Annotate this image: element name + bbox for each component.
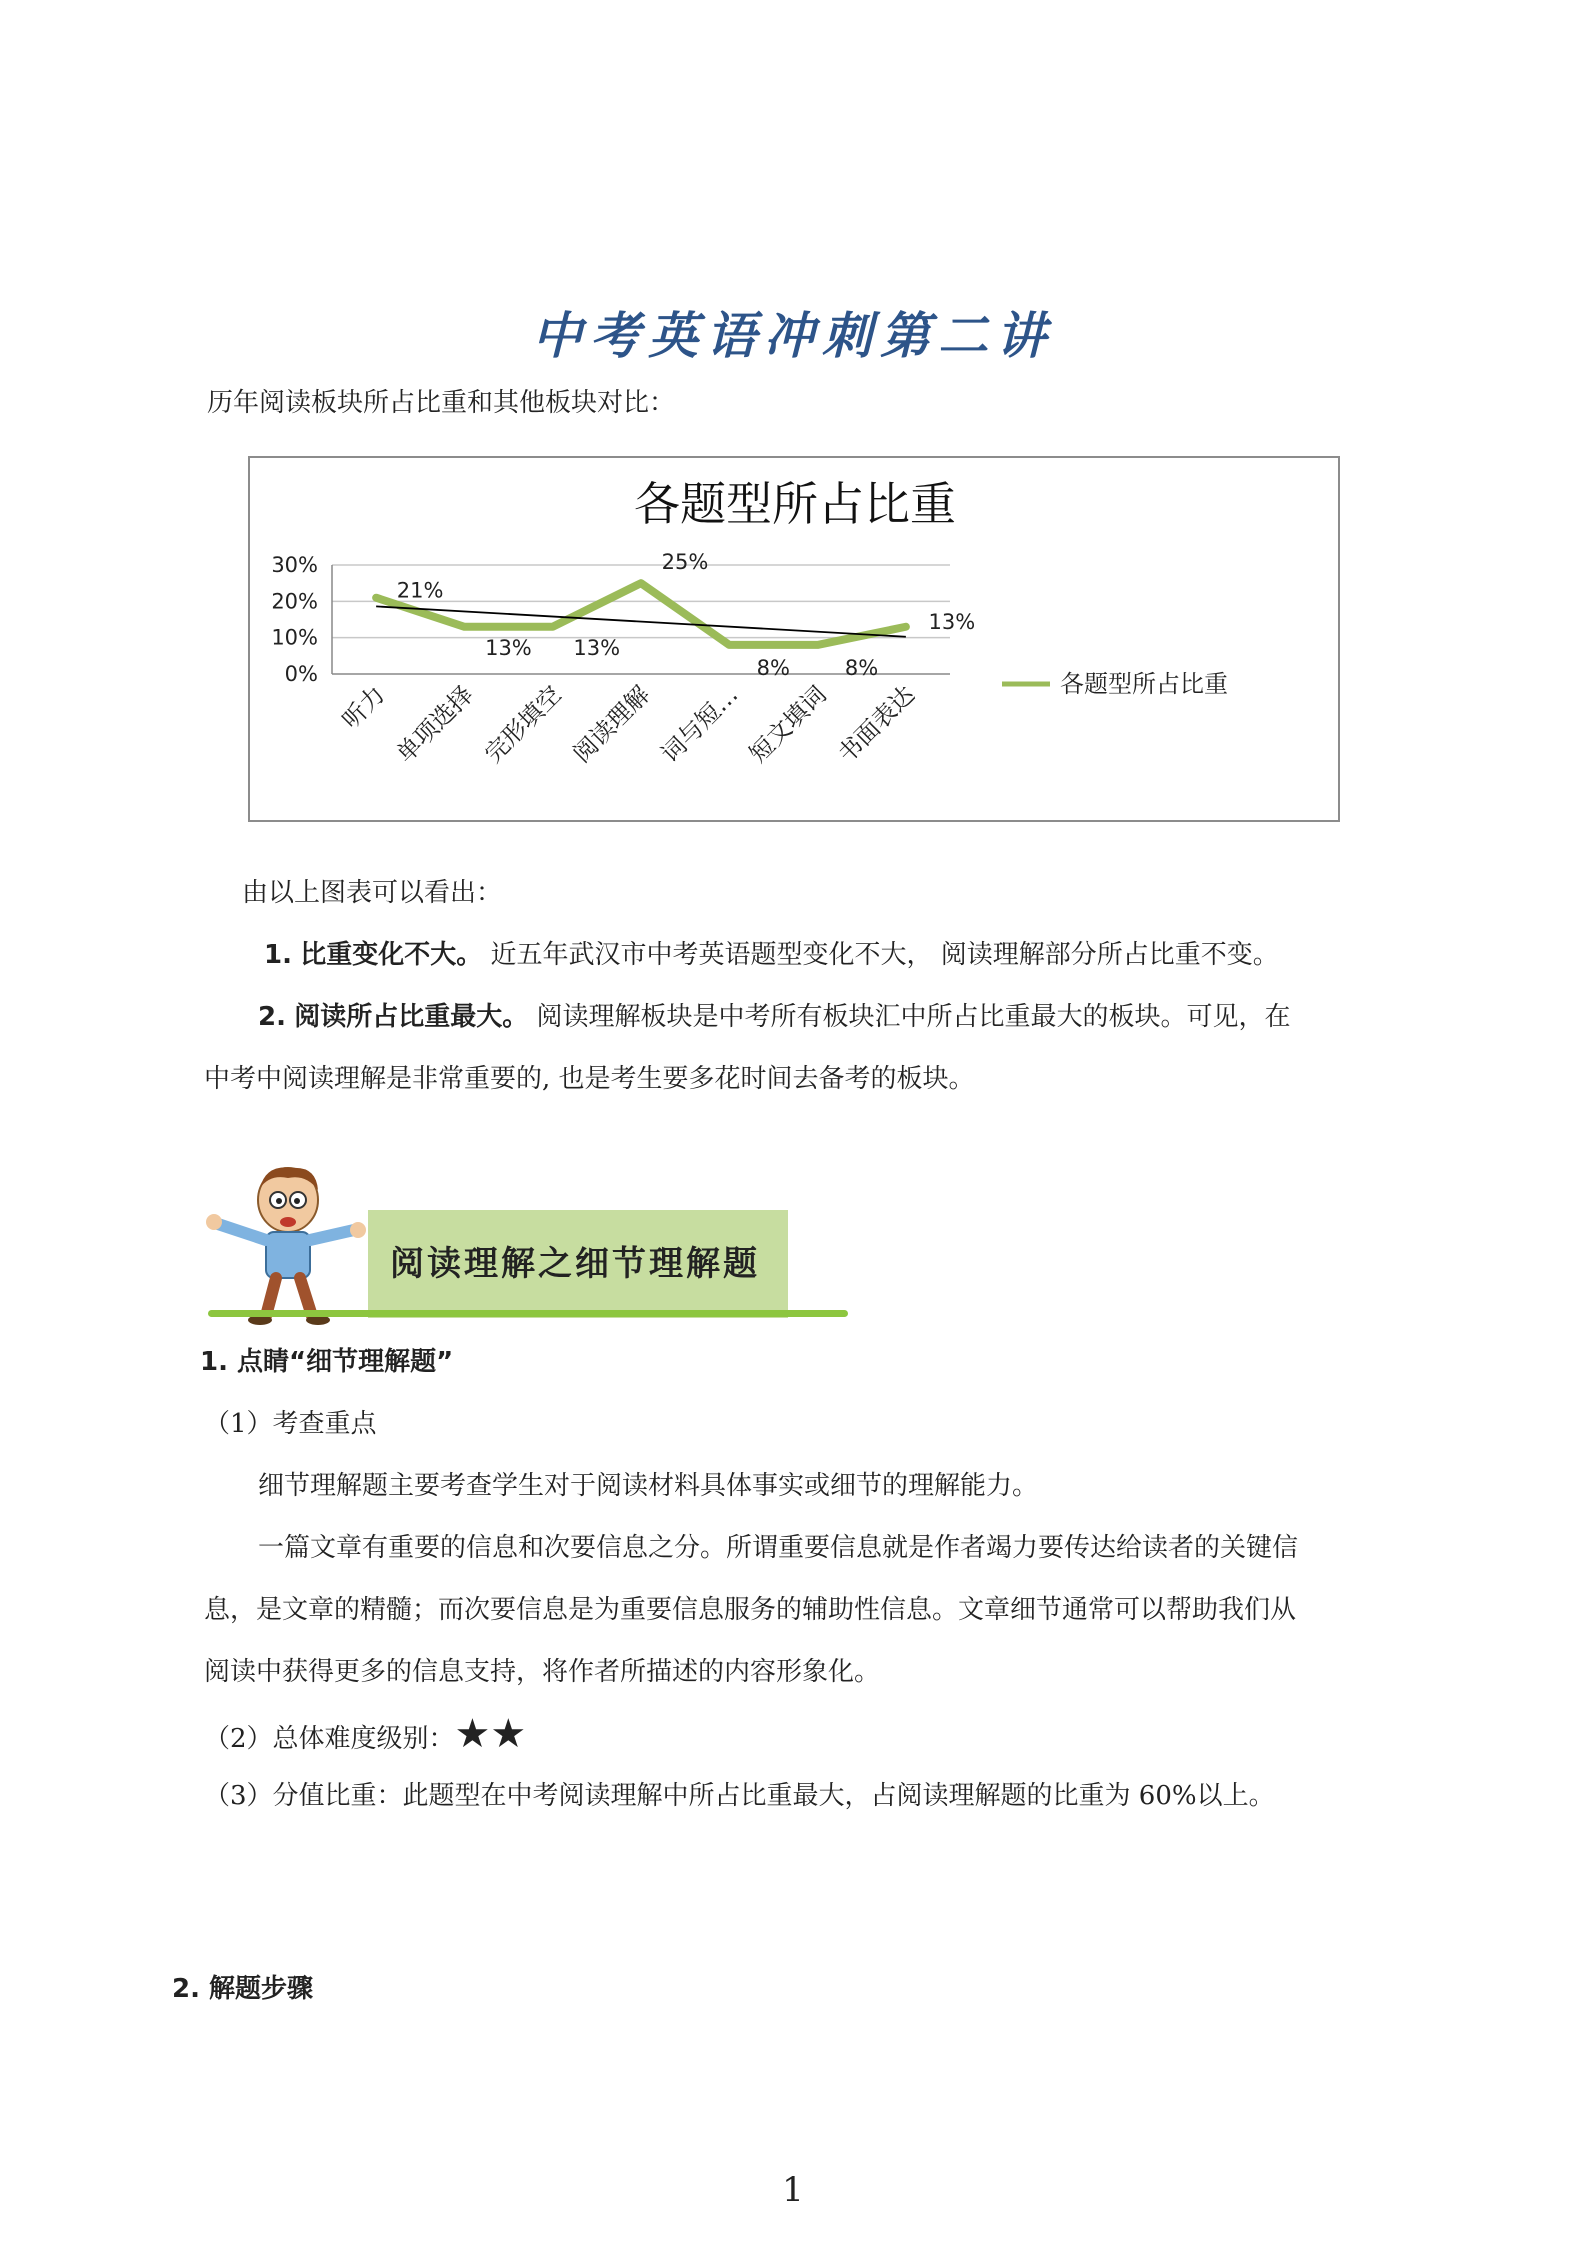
page-number: 1 (782, 2170, 804, 2210)
y-tick-label: 10% (271, 625, 318, 650)
data-label: 8% (844, 655, 879, 680)
line-chart (248, 456, 1340, 822)
category-label: 阅读理解 (567, 680, 656, 769)
y-tick-label: 20% (271, 589, 318, 614)
difficulty-label: （2）总体难度级别： (204, 1724, 455, 1754)
point-1-head: 比重变化不大。 (300, 940, 483, 970)
category-label: 短文填词 (744, 680, 832, 769)
section1-p2-line2: 息，是文章的精髓；而次要信息是为重要信息服务的辅助性信息。文章细节通常可以帮助我们从 (204, 1595, 1297, 1625)
point-1-num: 1. (264, 940, 292, 970)
section1-p2-line1: 一篇文章有重要的信息和次要信息之分。所谓重要信息就是作者竭力要传达给读者的关键信 (258, 1533, 1299, 1563)
legend-label: 各题型所占比重 (1060, 670, 1228, 698)
section1-sub2 (204, 1703, 526, 1770)
banner-underline (208, 1310, 848, 1317)
y-tick-label: 30% (271, 553, 318, 577)
point-1 (264, 924, 1279, 986)
data-label: 21% (396, 578, 444, 603)
point-2-cont: 中考中阅读理解是非常重要的, 也是考生要多花时间去备考的板块。 (204, 1064, 975, 1094)
data-label: 13% (573, 635, 621, 660)
section1-sub3: （3）分值比重：此题型在中考阅读理解中所占比重最大，占阅读理解题的比重为 60%以上。 (204, 1781, 1275, 1811)
section1-sub1: （1）考查重点 (204, 1409, 377, 1439)
data-label: 13% (928, 609, 976, 634)
data-label: 8% (756, 655, 790, 680)
section1-p1: 细节理解题主要考查学生对于阅读材料具体事实或细节的理解能力。 (258, 1471, 1039, 1501)
point-2 (258, 986, 1291, 1048)
series-line (376, 583, 906, 645)
category-label: 单项选择 (390, 680, 479, 769)
category-label: 词与短… (655, 680, 744, 769)
point-2-num: 2. (258, 1002, 286, 1032)
section1-p2-line3: 阅读中获得更多的信息支持，将作者所描述的内容形象化。 (204, 1657, 881, 1687)
conclusion-lead: 由以上图表可以看出： (242, 878, 503, 908)
section-banner: 阅读理解之细节理解题 (368, 1210, 788, 1318)
data-label: 13% (485, 635, 532, 660)
section2-heading: 2. 解题步骤 (172, 1974, 314, 2004)
chart-title: 各题型所占比重 (634, 477, 956, 531)
point-1-text: 近五年武汉市中考英语题型变化不大， 阅读理解部分所占比重不变。 (490, 940, 1279, 970)
category-label: 完形填空 (479, 680, 567, 769)
chart-svg (250, 458, 1340, 822)
category-label: 听力 (336, 680, 391, 735)
document-title: 中考英语冲刺第二讲 (532, 306, 1054, 365)
cartoon-boy-icon (196, 1160, 376, 1330)
data-label: 25% (661, 550, 709, 575)
point-2-text: 阅读理解板块是中考所有板块汇中所占比重最大的板块。可见，在 (536, 1002, 1291, 1032)
intro-text: 历年阅读板块所占比重和其他板块对比： (207, 388, 676, 418)
category-label: 书面表达 (832, 680, 921, 769)
star-icon: ★★ (454, 1711, 527, 1757)
section1-heading: 1. 点睛“细节理解题” (200, 1347, 454, 1377)
point-2-head: 阅读所占比重最大。 (294, 1002, 529, 1032)
y-tick-label: 0% (284, 662, 318, 686)
